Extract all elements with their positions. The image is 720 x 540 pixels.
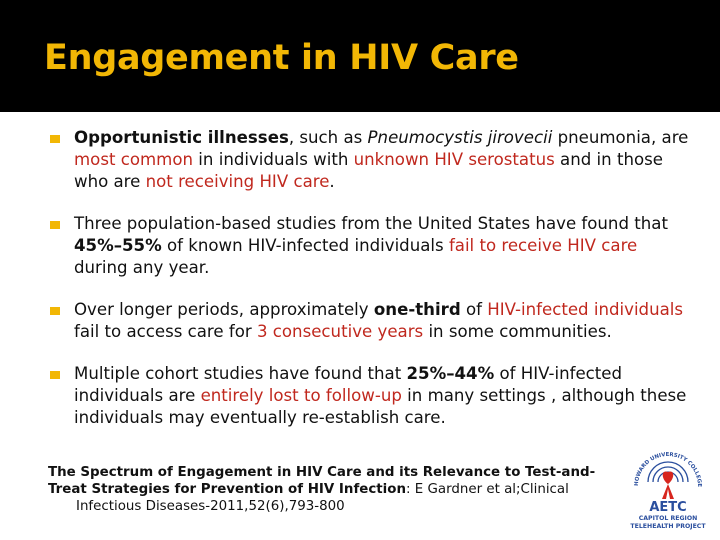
bullet-segment: . [329, 172, 335, 191]
slide-title: Engagement in HIV Care [44, 38, 519, 78]
bullet-item [50, 299, 690, 343]
bullet-segment: Three population-based studies from the United States have found that [74, 214, 668, 233]
bullet-segment: most common [74, 150, 194, 169]
bullet-segment: 3 consecutive years [256, 322, 424, 341]
bullet-segment: Over longer periods, approximately [74, 300, 374, 319]
bullet-segment: of HIV-infected individuals are [74, 364, 623, 405]
bullet-segment: in many settings , although these individuals may eventually re-establish care. [74, 386, 687, 427]
bullet-segment: HIV-infected individuals [487, 300, 684, 319]
bullet-segment: not receiving HIV care [145, 172, 330, 191]
bullet-segment: in some communities. [423, 322, 612, 341]
bullet-marker-icon [50, 221, 60, 229]
citation-authors: E Gardner et al;Clinical [414, 482, 569, 497]
logo-line1: CAPITOL REGION [638, 515, 698, 522]
bullet-segment: pneumonia, are [552, 128, 689, 147]
aetc-logo [624, 442, 712, 532]
bullet-segment: in individuals with [193, 150, 354, 169]
bullet-segment: Opportunistic illnesses [74, 128, 289, 147]
bullet-segment: , such as [288, 128, 368, 147]
bullet-text [74, 128, 688, 191]
bullet-marker-icon [50, 371, 60, 379]
citation [48, 464, 618, 515]
bullet-segment: entirely lost to follow-up [200, 386, 402, 405]
bullet-text [74, 214, 668, 277]
bullet-segment: and in those who are [74, 150, 663, 191]
bullet-text [74, 300, 683, 341]
bullet-segment: unknown HIV serostatus [353, 150, 555, 169]
bullet-item [50, 363, 690, 429]
bullet-segment: Pneumocystis jirovecii [367, 128, 553, 147]
bullet-segment: fail to access care for [74, 322, 257, 341]
bullet-marker-icon [50, 307, 60, 315]
bullet-item [50, 127, 690, 193]
aetc-emblem-icon [624, 442, 712, 504]
logo-arc-text: HOWARD UNIVERSITY COLLEGE [633, 451, 703, 488]
bullet-segment: of known HIV-infected individuals [161, 236, 449, 255]
bullet-segment: Multiple cohort studies have found that [74, 364, 407, 383]
bullet-list [50, 127, 690, 449]
bullet-segment: of [460, 300, 488, 319]
bullet-marker-icon [50, 135, 60, 143]
bullet-segment: fail to receive HIV care [448, 236, 638, 255]
title-bar [0, 0, 720, 112]
bullet-segment: one-third [373, 300, 461, 319]
bullet-segment: 25%–44% [406, 364, 495, 383]
citation-journal: Infectious Diseases-2011,52(6),793-800 [76, 499, 345, 514]
logo-line2: TELEHEALTH PROJECT [630, 523, 706, 530]
bullet-segment: during any year. [74, 258, 210, 277]
citation-separator: : [406, 482, 415, 497]
bullet-text [74, 364, 686, 427]
logo-name: AETC [649, 500, 687, 515]
citation-title: The Spectrum of Engagement in HIV Care and its Relevance to Test-and-Treat Strategies for Prevention of HIV Infection [48, 465, 596, 497]
bullet-item [50, 213, 690, 279]
bullet-segment: 45%–55% [74, 236, 162, 255]
